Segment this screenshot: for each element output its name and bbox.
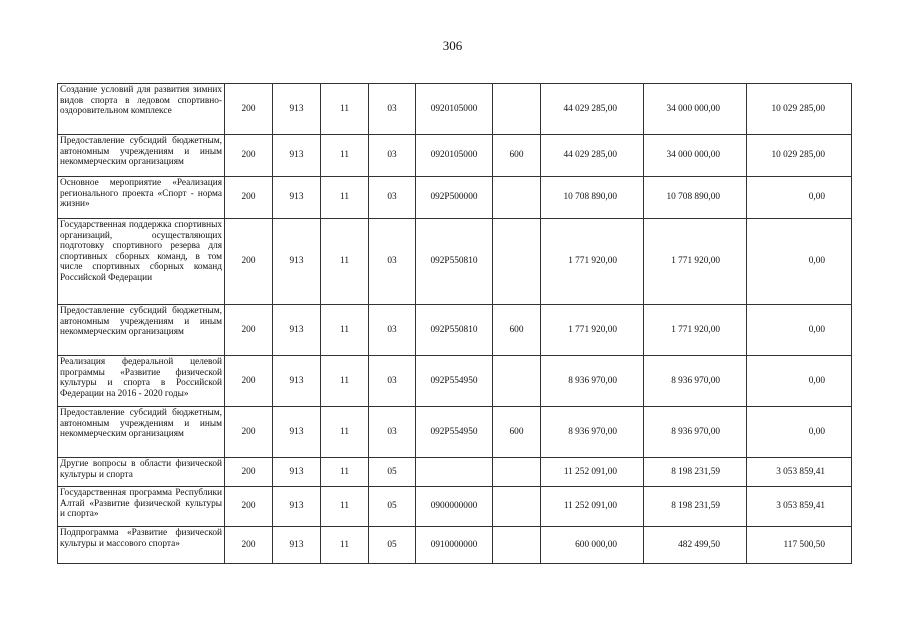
amount-planned-cell: 11 252 091,00 [541, 487, 644, 527]
table-row [58, 177, 852, 219]
amount-planned-cell: 44 029 285,00 [541, 135, 644, 177]
code-cell: 200 [225, 219, 273, 305]
expense-type-cell: 600 [493, 407, 541, 458]
expense-type-cell [493, 527, 541, 564]
code-cell: 200 [225, 487, 273, 527]
section-cell: 11 [321, 219, 369, 305]
section-cell: 11 [321, 135, 369, 177]
expense-type-cell [493, 177, 541, 219]
amount-executed-cell: 34 000 000,00 [644, 84, 747, 135]
row-name: Создание условий для развития зимних видов спорта в ледовом спортивно-оздоровительном комплексе [58, 84, 225, 135]
page-number: 306 [442, 38, 463, 53]
code-cell: 200 [225, 407, 273, 458]
amount-remaining-cell: 0,00 [747, 177, 852, 219]
row-name: Предоставление субсидий бюджетным, автономным учреждениям и иным некоммерческим организациям [58, 305, 225, 356]
table-row [58, 135, 852, 177]
table-row [58, 356, 852, 407]
expense-type-cell [493, 458, 541, 487]
expense-type-cell: 600 [493, 135, 541, 177]
amount-planned-cell: 44 029 285,00 [541, 84, 644, 135]
code-cell: 913 [273, 305, 321, 356]
code-cell: 913 [273, 527, 321, 564]
table-row [58, 84, 852, 135]
expense-type-cell [493, 487, 541, 527]
table-row [58, 407, 852, 458]
amount-executed-cell: 8 936 970,00 [644, 356, 747, 407]
code-cell: 200 [225, 458, 273, 487]
subsection-cell: 05 [369, 458, 416, 487]
amount-remaining-cell: 0,00 [747, 407, 852, 458]
expense-type-cell [493, 356, 541, 407]
amount-executed-cell: 1 771 920,00 [644, 219, 747, 305]
amount-executed-cell: 8 198 231,59 [644, 458, 747, 487]
table-row [58, 458, 852, 487]
code-cell: 913 [273, 356, 321, 407]
expense-type-cell: 600 [493, 305, 541, 356]
code-cell: 913 [273, 84, 321, 135]
section-cell: 11 [321, 305, 369, 356]
amount-planned-cell: 8 936 970,00 [541, 407, 644, 458]
target-article-cell: 092P500000 [416, 177, 493, 219]
row-name: Основное мероприятие «Реализация регионального проекта «Спорт - норма жизни» [58, 177, 225, 219]
amount-planned-cell: 1 771 920,00 [541, 305, 644, 356]
subsection-cell: 03 [369, 356, 416, 407]
amount-planned-cell: 8 936 970,00 [541, 356, 644, 407]
target-article-cell: 092P554950 [416, 356, 493, 407]
section-cell: 11 [321, 177, 369, 219]
code-cell: 200 [225, 305, 273, 356]
table-row [58, 219, 852, 305]
target-article-cell: 092P554950 [416, 407, 493, 458]
row-name: Предоставление субсидий бюджетным, автономным учреждениям и иным некоммерческим организациям [58, 135, 225, 177]
section-cell: 11 [321, 487, 369, 527]
row-name: Подпрограмма «Развитие физической культуры и массового спорта» [58, 527, 225, 564]
section-cell: 11 [321, 407, 369, 458]
amount-executed-cell: 482 499,50 [644, 527, 747, 564]
subsection-cell: 03 [369, 305, 416, 356]
code-cell: 913 [273, 458, 321, 487]
table-row [58, 305, 852, 356]
amount-planned-cell: 1 771 920,00 [541, 219, 644, 305]
amount-planned-cell: 600 000,00 [541, 527, 644, 564]
code-cell: 913 [273, 135, 321, 177]
target-article-cell [416, 458, 493, 487]
amount-remaining-cell: 0,00 [747, 219, 852, 305]
amount-remaining-cell: 10 029 285,00 [747, 135, 852, 177]
subsection-cell: 03 [369, 177, 416, 219]
amount-planned-cell: 10 708 890,00 [541, 177, 644, 219]
table-row [58, 487, 852, 527]
subsection-cell: 05 [369, 527, 416, 564]
target-article-cell: 0900000000 [416, 487, 493, 527]
target-article-cell: 092P550810 [416, 219, 493, 305]
section-cell: 11 [321, 458, 369, 487]
row-name: Предоставление субсидий бюджетным, автономным учреждениям и иным некоммерческим организациям [58, 407, 225, 458]
amount-remaining-cell: 3 053 859,41 [747, 487, 852, 527]
row-name: Государственная поддержка спортивных организаций, осуществляющих подготовку спортивного резерва для спортивных сборных команд, в том числе спортивных сборных команд Российской Федерации [58, 219, 225, 305]
target-article-cell: 092P550810 [416, 305, 493, 356]
subsection-cell: 05 [369, 487, 416, 527]
subsection-cell: 03 [369, 84, 416, 135]
target-article-cell: 0910000000 [416, 527, 493, 564]
code-cell: 200 [225, 84, 273, 135]
row-name: Государственная программа Республики Алтай «Развитие физической культуры и спорта» [58, 487, 225, 527]
amount-remaining-cell: 0,00 [747, 356, 852, 407]
target-article-cell: 0920105000 [416, 84, 493, 135]
budget-table [57, 83, 852, 564]
section-cell: 11 [321, 356, 369, 407]
expense-type-cell [493, 219, 541, 305]
code-cell: 913 [273, 407, 321, 458]
target-article-cell: 0920105000 [416, 135, 493, 177]
amount-remaining-cell: 10 029 285,00 [747, 84, 852, 135]
amount-executed-cell: 8 936 970,00 [644, 407, 747, 458]
code-cell: 913 [273, 219, 321, 305]
code-cell: 200 [225, 177, 273, 219]
code-cell: 200 [225, 356, 273, 407]
row-name: Другие вопросы в области физической культуры и спорта [58, 458, 225, 487]
expense-type-cell [493, 84, 541, 135]
code-cell: 913 [273, 177, 321, 219]
amount-planned-cell: 11 252 091,00 [541, 458, 644, 487]
code-cell: 913 [273, 487, 321, 527]
code-cell: 200 [225, 527, 273, 564]
amount-executed-cell: 8 198 231,59 [644, 487, 747, 527]
subsection-cell: 03 [369, 407, 416, 458]
section-cell: 11 [321, 84, 369, 135]
amount-executed-cell: 10 708 890,00 [644, 177, 747, 219]
subsection-cell: 03 [369, 135, 416, 177]
subsection-cell: 03 [369, 219, 416, 305]
amount-remaining-cell: 0,00 [747, 305, 852, 356]
row-name: Реализация федеральной целевой программы «Развитие физической культуры и спорта в Российской Федерации на 2016 - 2020 годы» [58, 356, 225, 407]
table-row [58, 527, 852, 564]
amount-remaining-cell: 3 053 859,41 [747, 458, 852, 487]
code-cell: 200 [225, 135, 273, 177]
amount-executed-cell: 34 000 000,00 [644, 135, 747, 177]
section-cell: 11 [321, 527, 369, 564]
amount-remaining-cell: 117 500,50 [747, 527, 852, 564]
amount-executed-cell: 1 771 920,00 [644, 305, 747, 356]
